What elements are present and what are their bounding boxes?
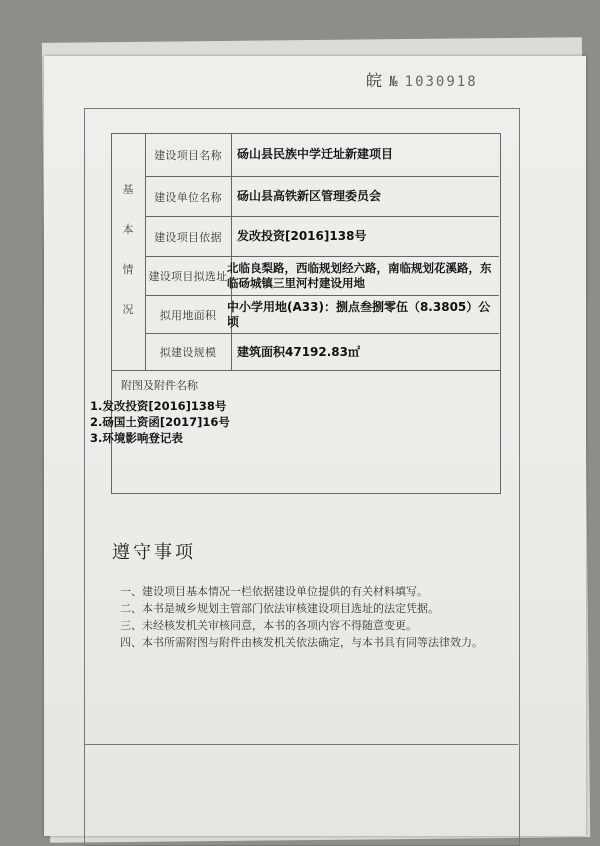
row-value: 发改投资[2016]138号 bbox=[237, 229, 367, 243]
serial-digits: 1030918 bbox=[404, 74, 478, 90]
rules-title: 遵守事项 bbox=[112, 542, 196, 563]
list-item: 四、本书所需附图与附件由核发机关依法确定，与本书具有同等法律效力。 bbox=[120, 636, 483, 649]
side-char: 基 bbox=[122, 183, 134, 196]
row-site bbox=[145, 257, 499, 296]
list-item: 1.发改投资[2016]138号 bbox=[90, 399, 227, 413]
rules-list bbox=[112, 584, 502, 652]
row-label: 建设项目拟选址 bbox=[145, 257, 232, 295]
row-value: 砀山县民族中学迁址新建项目 bbox=[237, 147, 394, 161]
row-value: 中小学用地(A33)：捌点叁捌零伍（8.3805）公顷 bbox=[227, 299, 491, 329]
row-land-area bbox=[145, 296, 499, 334]
row-label: 建设项目依据 bbox=[145, 217, 232, 256]
side-char: 况 bbox=[122, 303, 134, 316]
list-item: 三、未经核发机关审核同意，本书的各项内容不得随意变更。 bbox=[120, 619, 417, 632]
list-item: 2.砀国土资函[2017]16号 bbox=[90, 415, 230, 429]
list-item: 二、本书是城乡规划主管部门依法审核建设项目选址的法定凭据。 bbox=[120, 602, 439, 615]
bottom-rule bbox=[84, 744, 518, 745]
row-label: 拟建设规模 bbox=[145, 334, 232, 370]
list-item: 3.环境影响登记表 bbox=[90, 431, 183, 445]
row-label: 拟用地面积 bbox=[145, 296, 232, 333]
row-basis bbox=[145, 217, 499, 257]
row-label: 建设单位名称 bbox=[145, 177, 232, 216]
row-label: 建设项目名称 bbox=[145, 133, 232, 176]
row-unit-name bbox=[145, 177, 499, 217]
serial-no-mark: № bbox=[389, 74, 399, 90]
side-char: 情 bbox=[122, 263, 134, 276]
serial-number bbox=[366, 68, 478, 91]
list-item: 一、建设项目基本情况一栏依据建设单位提供的有关材料填写。 bbox=[120, 585, 428, 598]
row-value: 建筑面积47192.83㎡ bbox=[237, 344, 361, 359]
attachments-title: 附图及附件名称 bbox=[121, 379, 198, 392]
row-project-name bbox=[145, 133, 499, 177]
row-value: 北临良梨路，西临规划经六路，南临规划花溪路，东临砀城镇三里河村建设用地 bbox=[227, 261, 492, 290]
side-char: 本 bbox=[122, 223, 134, 236]
row-value: 砀山县高铁新区管理委员会 bbox=[237, 189, 382, 203]
basic-info-side-label bbox=[111, 133, 146, 370]
serial-prefix: 皖 bbox=[366, 71, 384, 90]
attachments-list bbox=[90, 398, 230, 446]
row-scale bbox=[145, 334, 499, 371]
